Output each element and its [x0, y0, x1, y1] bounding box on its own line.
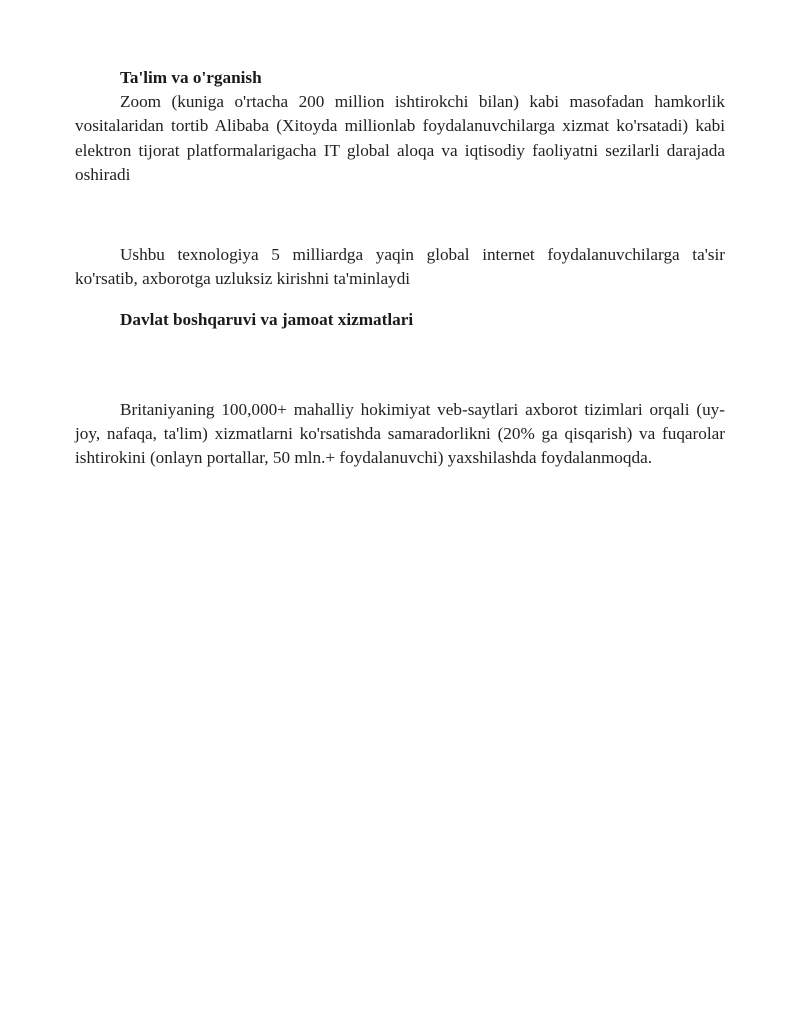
document-body — [75, 66, 725, 470]
section-heading-education: Ta'lim va o'rganish — [120, 68, 262, 87]
paragraph-internet-users: Ushbu texnologiya 5 milliardga yaqin global internet foydalanuvchilarga ta'sir ko'rsatib, axborotga uzluksiz kirishni ta'minlaydi — [75, 245, 725, 289]
paragraph-remote-collaboration: Zoom (kuniga o'rtacha 200 million ishtirokchi bilan) kabi masofadan hamkorlik vositalaridan tortib Alibaba (Xitoyda millionlab foydalanuvchilarga xizmat ko'rsatadi) kabi elektron tijorat platformalarigacha IT global aloqa va iqtisodiy faoliyatni sezilarli darajada oshiradi — [75, 92, 725, 184]
paragraph-uk-websites: Britaniyaning 100,000+ mahalliy hokimiyat veb-saytlari axborot tizimlari orqali (uy-joy, nafaqa, ta'lim) xizmatlarni ko'rsatishda samaradorlikni (20% ga qisqarish) va fuqarolar ishtirokini (onlayn portallar, 50 mln.+ foydalanuvchi) yaxshilashda foydalanmoqda. — [75, 399, 725, 468]
section-heading-government: Davlat boshqaruvi va jamoat xizmatlari — [120, 310, 414, 330]
